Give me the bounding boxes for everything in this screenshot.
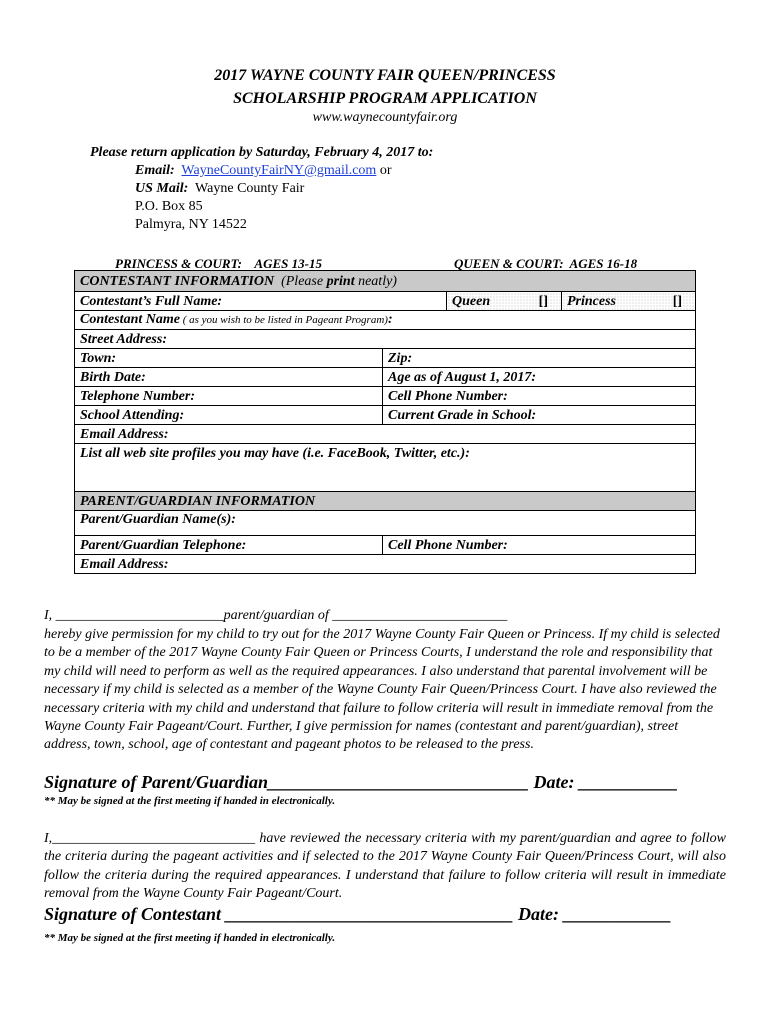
mail-line1: Wayne County Fair	[195, 181, 305, 196]
consent-body: hereby give permission for my child to try out for the 2017 Wayne County Fair Queen or Princess. If my child is selected to be a member of the 2017 Wayne County Fair Queen or Princess Courts, I understand the role and responsibility that my child will need to perform as well as the required appearances. I also understand that parental involvement will be necessary if my child is selected as a member of the Wayne County Fair Queen/Princess Court. I have also reviewed the necessary criteria with my child and understand that failure to follow criteria will result in immediate removal from the Wayne County Fair Pageant/Court. Further, I give permission for names (contestant and parent/guardian), street address, town, school, age of contestant and pageant photos to be released to the press.	[44, 627, 720, 753]
parent-phone-row	[75, 536, 696, 555]
listed-name-field[interactable]	[75, 311, 696, 330]
contestant-agreement-body: I,_____________________________ have reviewed the necessary criteria with my parent/guardian and agree to follow the criteria during the pageant activities and if selected to the 2017 Wayne County Fair Queen/Princess Court, will also follow the criteria during the required appearances. I understand that failure to follow criteria will result in immediate removal from the Wayne County Fair Pageant/Court.	[44, 831, 726, 902]
parent-email-row	[75, 555, 696, 574]
return-instruction: Please return application by Saturday, February 4, 2017 to:	[90, 145, 434, 160]
parent-names-label: Parent/Guardian Name(s):	[80, 512, 236, 527]
parent-telephone-field[interactable]	[75, 536, 383, 555]
website-link[interactable]: www.waynecountyfair.org	[312, 110, 458, 125]
parent-cell-field[interactable]	[383, 536, 696, 555]
parent-signature-line[interactable]: Signature of Parent/Guardian_____________________________ Date: ___________	[44, 772, 679, 792]
listed-name-label: Contestant Name	[80, 312, 180, 327]
zip-label: Zip:	[388, 350, 413, 366]
mail-line2: P.O. Box 85	[135, 199, 203, 214]
grade-field[interactable]	[383, 406, 696, 425]
cell-phone-field[interactable]	[383, 387, 696, 406]
email-row	[75, 425, 696, 444]
parent-email-label: Email Address:	[80, 556, 169, 572]
telephone-label: Telephone Number:	[80, 388, 195, 404]
print-note-start: (Please	[281, 273, 327, 289]
princess-checkbox-glyph: []	[672, 293, 683, 309]
print-note-end: neatly)	[354, 273, 397, 289]
cell-phone-label: Cell Phone Number:	[388, 388, 508, 404]
print-note-bold: print	[326, 273, 355, 289]
grade-label: Current Grade in School:	[388, 407, 537, 423]
application-form-table	[74, 270, 696, 574]
street-row	[75, 330, 696, 349]
queen-age-group: QUEEN & COURT: AGES 16-18	[454, 256, 638, 271]
queen-checkbox[interactable]	[447, 292, 562, 311]
age-label: Age as of August 1, 2017:	[388, 369, 537, 385]
listed-name-note: ( as you wish to be listed in Pageant Program)	[179, 314, 388, 326]
parent-names-field[interactable]	[75, 511, 696, 536]
street-address-field[interactable]	[75, 330, 696, 349]
email-label: Email:	[135, 163, 175, 178]
contestant-section-header	[75, 271, 696, 292]
web-profiles-row	[75, 444, 696, 492]
contestant-email-label: Email Address:	[80, 426, 169, 442]
school-label: School Attending:	[80, 407, 185, 423]
consent-name-line: I, ________________________parent/guardian of _________________________	[44, 608, 508, 623]
contestant-signature-note: ** May be signed at the first meeting if handed in electronically.	[44, 932, 336, 944]
parent-header-text: PARENT/GUARDIAN INFORMATION	[80, 493, 316, 509]
contestant-header-text: CONTESTANT INFORMATION	[80, 273, 275, 289]
birth-date-label: Birth Date:	[80, 369, 146, 385]
town-zip-row	[75, 349, 696, 368]
zip-field[interactable]	[383, 349, 696, 368]
mail-line3: Palmyra, NY 14522	[135, 217, 247, 232]
town-field[interactable]	[75, 349, 383, 368]
school-field[interactable]	[75, 406, 383, 425]
web-profiles-field[interactable]	[75, 444, 696, 492]
queen-label: Queen	[452, 293, 491, 309]
parent-cell-label: Cell Phone Number:	[388, 537, 508, 553]
parent-section-header	[75, 492, 696, 511]
parent-names-row	[75, 511, 696, 536]
birth-age-row	[75, 368, 696, 387]
princess-checkbox[interactable]	[562, 292, 696, 311]
full-name-row	[75, 292, 696, 311]
form-title-line1: 2017 WAYNE COUNTY FAIR QUEEN/PRINCESS	[214, 67, 556, 84]
full-name-label: Contestant’s Full Name:	[80, 293, 223, 309]
email-suffix: or	[376, 163, 392, 178]
web-profiles-label: List all web site profiles you may have (i.e. FaceBook, Twitter, etc.):	[80, 446, 470, 461]
town-label: Town:	[80, 350, 117, 366]
mail-line	[135, 181, 304, 197]
listed-name-colon: :	[387, 312, 393, 327]
parent-telephone-label: Parent/Guardian Telephone:	[80, 537, 247, 553]
parent-signature-note: ** May be signed at the first meeting if handed in electronically.	[44, 795, 336, 807]
school-row	[75, 406, 696, 425]
email-address-link[interactable]: WayneCountyFairNY@gmail.com	[181, 163, 377, 178]
birth-date-field[interactable]	[75, 368, 383, 387]
princess-label: Princess	[567, 293, 616, 309]
parent-email-field[interactable]	[75, 555, 696, 574]
phone-row	[75, 387, 696, 406]
email-line	[135, 163, 392, 179]
mail-label: US Mail:	[135, 181, 189, 196]
contestant-signature-line[interactable]: Signature of Contestant ________________________________ Date: ____________	[44, 904, 672, 924]
listed-name-row	[75, 311, 696, 330]
age-field[interactable]	[383, 368, 696, 387]
full-name-field[interactable]	[75, 292, 447, 311]
queen-checkbox-glyph: []	[538, 293, 548, 309]
telephone-field[interactable]	[75, 387, 383, 406]
contestant-email-field[interactable]	[75, 425, 696, 444]
form-title-line2: SCHOLARSHIP PROGRAM APPLICATION	[233, 90, 537, 107]
street-label: Street Address:	[80, 331, 167, 347]
princess-age-group: PRINCESS & COURT: AGES 13-15	[115, 256, 322, 271]
